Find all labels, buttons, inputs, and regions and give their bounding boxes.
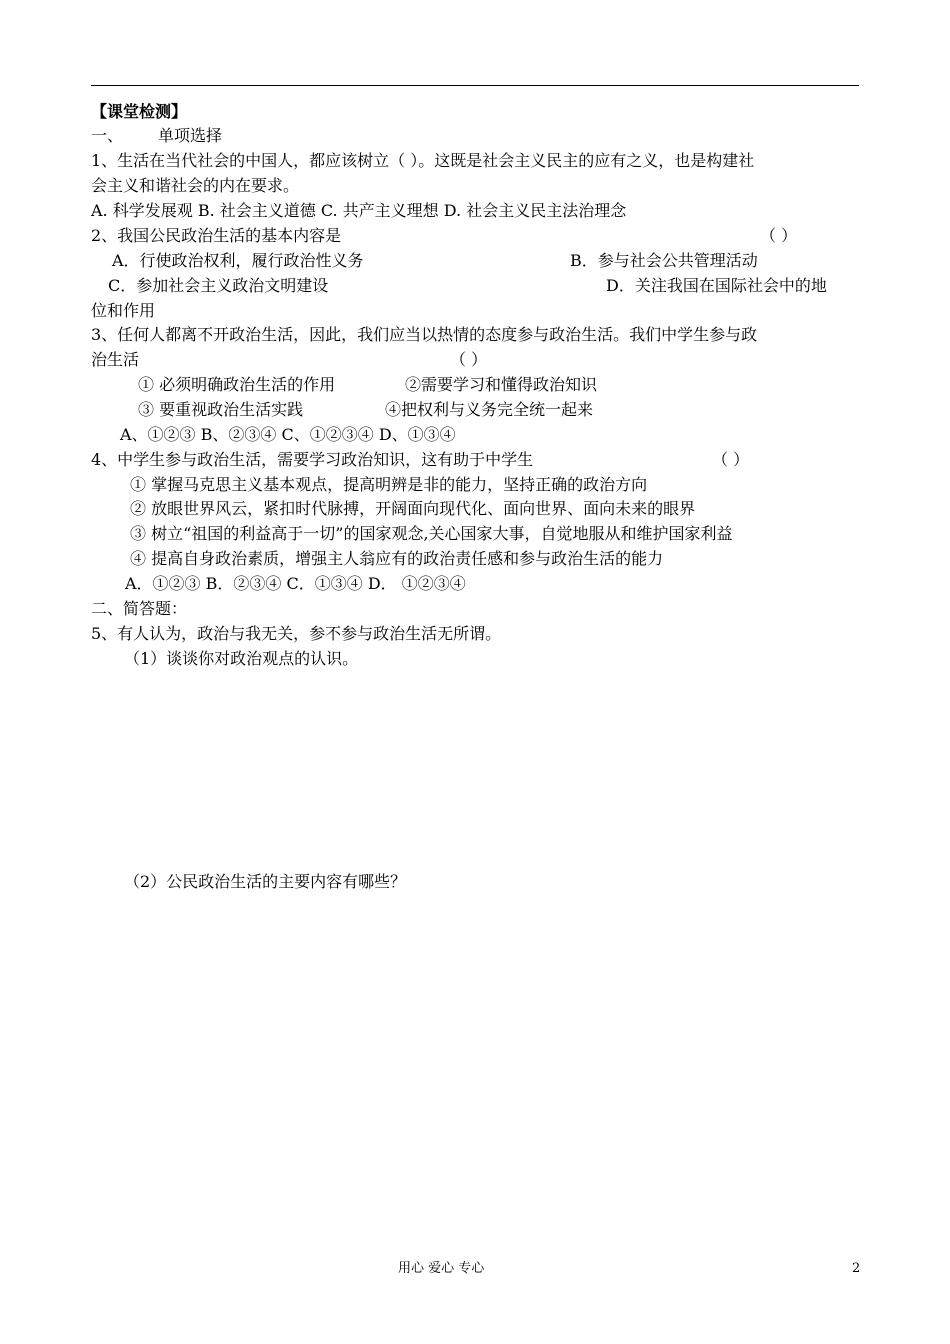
q2-option-b: B．参与社会公共管理活动	[570, 251, 758, 270]
q3-item-3: ③ 要重视政治生活实践	[138, 400, 304, 419]
q5-stem: 5、有人认为，政治与我无关，参不参与政治生活无所谓。	[91, 624, 502, 643]
q3-stem-line1: 3、任何人都离不开政治生活，因此，我们应当以热情的态度参与政治生活。我们中学生参与政	[91, 325, 758, 344]
q1-options: A. 科学发展观 B. 社会主义道德 C. 共产主义理想 D. 社会主义民主法治理念	[91, 201, 627, 220]
q2-option-d: D．关注我国在国际社会中的地	[606, 276, 827, 295]
page-number: 2	[852, 1261, 861, 1276]
q2-option-a: A．行使政治权利，履行政治性义务	[112, 251, 364, 270]
q4-item-1: ① 掌握马克思主义基本观点，提高明辨是非的能力，坚持正确的政治方向	[130, 475, 648, 494]
q3-options: A、①②③ B、②③④ C、①②③④ D、①③④	[120, 425, 456, 444]
q3-item-2: ②需要学习和懂得政治知识	[405, 375, 598, 394]
q2-option-c: C．参加社会主义政治文明建设	[108, 276, 329, 295]
q4-item-4: ④ 提高自身政治素质，增强主人翁应有的政治责任感和参与政治生活的能力	[130, 549, 664, 568]
q2-option-d-continued: 位和作用	[91, 301, 156, 320]
q2-answer-paren: （ ）	[760, 226, 798, 245]
q4-stem: 4、中学生参与政治生活，需要学习政治知识，这有助于中学生	[91, 450, 534, 469]
q3-stem-line2: 治生活	[91, 350, 140, 369]
header-rule	[91, 85, 859, 86]
q1-stem-line1: 1、生活在当代社会的中国人，都应该树立（ ）。这既是社会主义民主的应有之义，也是构建社	[91, 151, 755, 170]
q4-answer-paren: （ ）	[712, 450, 750, 469]
q3-answer-paren: （ ）	[450, 350, 488, 369]
q4-item-3: ③ 树立“祖国的利益高于一切”的国家观念,关心国家大事，自觉地服从和维护国家利益	[130, 524, 733, 543]
q2-stem: 2、我国公民政治生活的基本内容是	[91, 226, 342, 245]
q1-stem-line2: 会主义和谐社会的内在要求。	[91, 176, 300, 195]
section-heading: 【课堂检测】	[91, 102, 188, 121]
q5-subquestion-1: （1）谈谈你对政治观点的认识。	[124, 649, 359, 668]
q3-item-1: ① 必须明确政治生活的作用	[138, 375, 336, 394]
footer-motto: 用心 爱心 专心	[398, 1261, 485, 1276]
section1-title: 单项选择	[158, 126, 223, 145]
section1-number: 一、	[91, 126, 124, 145]
q4-item-2: ② 放眼世界风云，紧扣时代脉搏，开阔面向现代化、面向世界、面向未来的眼界	[130, 499, 696, 518]
q5-subquestion-2: （2）公民政治生活的主要内容有哪些？	[124, 872, 407, 891]
q4-options: A．①②③ B．②③④ C．①③④ D． ①②③④	[125, 574, 466, 593]
q3-item-4: ④把权利与义务完全统一起来	[385, 400, 594, 419]
section2-title: 二、简答题：	[91, 599, 188, 618]
